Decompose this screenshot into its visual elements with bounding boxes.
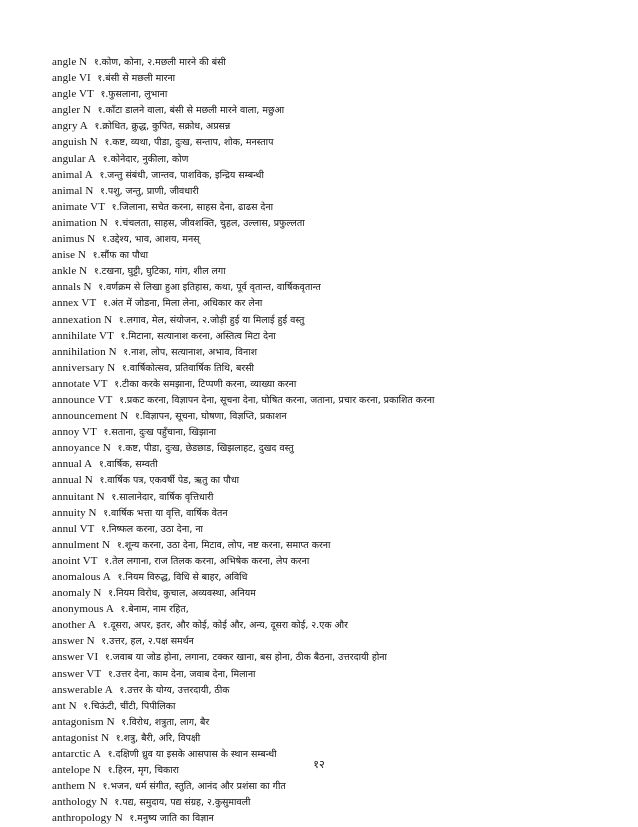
entry-headword: angular A xyxy=(52,152,96,165)
dictionary-entry xyxy=(52,215,612,231)
entry-gloss: १.वर्णक्रम से लिखा हुआ इतिहास, कथा, पूर्व वृतान्त, वार्षिकवृतान्त xyxy=(98,282,321,294)
entry-gloss: १.जवाब या जोड होना, लगाना, टक्कर खाना, बस होना, ठीक बैठना, उत्तरदायी होना xyxy=(104,652,387,664)
entry-headword: angry A xyxy=(52,120,88,133)
entry-gloss: १.नियम विरुद्ध, विधि से बाहर, अविधि xyxy=(117,572,248,583)
entry-gloss: १.क्रोधित, क्रुद्ध, कुपित, सक्रोध, अप्रसन्न xyxy=(94,121,231,133)
dictionary-entry xyxy=(52,54,612,70)
entry-gloss: १.मिटाना, सत्यानाश करना, अस्तित्व मिटा देना xyxy=(120,330,276,342)
dictionary-entry xyxy=(52,633,612,649)
entry-gloss: १.उत्तर, हल, २.पक्ष समर्थन xyxy=(101,636,194,648)
entry-gloss: १.सताना, दुःख पहुँचाना, खिझाना xyxy=(103,427,217,439)
dictionary-entry xyxy=(52,585,612,601)
entry-gloss: १.वार्षिक पत्र, एकवर्षी पेड, ऋतु का पौधा xyxy=(99,475,240,487)
entry-headword: annoyance N xyxy=(52,442,111,455)
entry-gloss: १.सालानेदार, वार्षिक वृत्तिधारी xyxy=(111,491,214,503)
entry-headword: angle N xyxy=(52,56,88,68)
entry-headword: anthology N xyxy=(52,796,108,809)
entry-headword: anniversary N xyxy=(52,361,116,374)
dictionary-entry xyxy=(52,682,612,698)
entry-headword: answerable A xyxy=(52,683,113,696)
entry-gloss: १.नाश, लोप, सत्यानाश, अभाव, विनाश xyxy=(123,346,258,358)
entry-headword: annihilate VT xyxy=(52,329,114,342)
entry-headword: annexation N xyxy=(52,313,113,326)
dictionary-entry xyxy=(52,376,612,392)
dictionary-entry xyxy=(52,70,612,86)
entry-headword: anguish N xyxy=(52,136,98,149)
entry-gloss: १.वार्षिक भत्ता या वृत्ति, वार्षिक वेतन xyxy=(103,507,228,519)
entry-headword: anomalous A xyxy=(52,571,111,583)
dictionary-entry xyxy=(52,456,612,472)
entry-gloss: १.बंसी से मछली मारना xyxy=(97,73,176,85)
dictionary-entry xyxy=(52,521,612,537)
entry-headword: annihilation N xyxy=(52,345,117,358)
entry-headword: angle VI xyxy=(52,72,91,85)
dictionary-entry xyxy=(52,247,612,263)
entry-gloss: १.पशु, जन्तु, प्राणी, जीवधारी xyxy=(100,185,199,197)
entry-gloss: १.कोण, कोना, २.मछली मारने की बंसी xyxy=(93,57,226,68)
dictionary-entry xyxy=(52,472,612,488)
entry-headword: answer VT xyxy=(52,667,102,680)
dictionary-entry xyxy=(52,424,612,440)
entry-headword: another A xyxy=(52,619,96,632)
dictionary-entry xyxy=(52,295,612,311)
entry-headword: answer N xyxy=(52,635,95,648)
entry-gloss: १.वार्षिक, सम्वती xyxy=(98,459,158,471)
entry-gloss: १.दक्षिणी ध्रुव या इसके आसपास के स्थान सम्बन्धी xyxy=(107,749,277,761)
entry-gloss: १.वार्षिकोत्सव, प्रतिवार्षिक तिथि, बरसी xyxy=(121,362,254,374)
entry-headword: anise N xyxy=(52,249,86,262)
entry-gloss: १.पद्य, समुदाय, पद्य संग्रह, २.कुसुमावली xyxy=(114,797,251,809)
dictionary-entry xyxy=(52,666,612,682)
entry-headword: anomaly N xyxy=(52,587,102,600)
entry-gloss: १.उत्तर के योग्य, उत्तरदायी, ठीक xyxy=(119,684,230,696)
entry-gloss: १.अंत में जोडना, मिला लेना, अधिकार कर लेना xyxy=(102,298,263,310)
dictionary-entry xyxy=(52,86,612,102)
entry-headword: announce VT xyxy=(52,393,113,406)
dictionary-entry xyxy=(52,263,612,279)
entry-gloss: १.उत्तर देना, काम देना, जवाब देना, मिलाना xyxy=(107,668,256,680)
dictionary-entry xyxy=(52,649,612,665)
entry-headword: anoint VT xyxy=(52,554,98,567)
entry-gloss: १.जन्तु संबंधी, जान्तव, पाशविक, इन्द्रिय सम्बन्धी xyxy=(99,169,264,181)
entry-headword: annulment N xyxy=(52,538,111,551)
dictionary-entry xyxy=(52,183,612,199)
dictionary-entry xyxy=(52,102,612,118)
entry-headword: annals N xyxy=(52,281,92,294)
dictionary-entry xyxy=(52,408,612,424)
entry-headword: antelope N xyxy=(52,764,101,777)
entry-headword: animal A xyxy=(52,168,93,181)
dictionary-entry xyxy=(52,360,612,376)
dictionary-entry xyxy=(52,730,612,746)
entry-gloss: १.काँटा डालने वाला, बंसी से मछली मारने वाला, मछुआ xyxy=(97,105,285,117)
dictionary-entry xyxy=(52,231,612,247)
dictionary-entry xyxy=(52,344,612,360)
entry-gloss: १.भजन, धर्म संगीत, स्तुति, आनंद और प्रशंसा का गीत xyxy=(102,781,286,793)
dictionary-entry xyxy=(52,167,612,183)
entry-gloss: १.सौंफ का पौधा xyxy=(92,250,148,262)
entry-gloss: १.कोनेदार, नुकीला, कोण xyxy=(102,153,189,165)
entry-headword: annex VT xyxy=(52,297,97,310)
entry-gloss: १.दूसरा, अपर, इतर, और कोई, कोई और, अन्य, दूसरा कोई, २.एक और xyxy=(102,620,348,632)
dictionary-entry xyxy=(52,134,612,150)
entry-headword: antagonist N xyxy=(52,731,110,744)
entry-headword: annul VT xyxy=(52,522,95,535)
entry-headword: ant N xyxy=(52,699,77,712)
entry-gloss: १.तेल लगाना, राज तिलक करना, अभिषेक करना, लेप करना xyxy=(104,555,310,567)
entry-headword: anthem N xyxy=(52,780,96,793)
dictionary-entry xyxy=(52,440,612,456)
entry-headword: antarctic A xyxy=(52,748,102,761)
entry-headword: annual N xyxy=(52,474,93,487)
entry-gloss: १.विज्ञापन, सूचना, घोषणा, विज्ञप्ति, प्रकाशन xyxy=(134,411,287,423)
dictionary-entry xyxy=(52,279,612,295)
entry-list xyxy=(52,54,612,827)
entry-headword: annuitant N xyxy=(52,490,105,503)
entry-headword: anonymous A xyxy=(52,603,114,616)
entry-gloss: १.हिरन, मृग, चिकारा xyxy=(107,765,179,777)
dictionary-entry xyxy=(52,199,612,215)
entry-gloss: १.शून्य करना, उठा देना, मिटाव, लोप, नष्ट करना, समाप्त करना xyxy=(116,539,331,551)
entry-headword: antagonism N xyxy=(52,715,115,728)
dictionary-entry xyxy=(52,151,612,167)
entry-gloss: १.कष्ट, व्यथा, पीडा, दुःख, सन्ताप, शोक, मनस्ताप xyxy=(104,137,274,149)
page-number: १२ xyxy=(313,758,325,771)
dictionary-entry xyxy=(52,617,612,633)
entry-headword: ankle N xyxy=(52,265,88,278)
entry-gloss: १.चंचलता, साहस, जीवशक्ति, चुहल, उल्लास, प्रफुल्लता xyxy=(114,217,305,229)
entry-headword: animal N xyxy=(52,184,94,197)
entry-gloss: १.नियम विरोध, कुचाल, अव्यवस्था, अनियम xyxy=(108,588,256,600)
dictionary-entry xyxy=(52,537,612,553)
entry-gloss: १.मनुष्य जाति का विज्ञान xyxy=(129,813,214,825)
entry-gloss: १.टखना, घुट्टी, घुटिका, गांग, शील लगा xyxy=(93,266,226,278)
entry-gloss: १.प्रकट करना, विज्ञापन देना, सूचना देना, घोषित करना, जताना, प्रचार करना, प्रकाशित करना xyxy=(119,394,435,406)
entry-headword: answer VI xyxy=(52,651,99,664)
dictionary-entry xyxy=(52,698,612,714)
dictionary-entry xyxy=(52,601,612,617)
dictionary-entry xyxy=(52,118,612,134)
dictionary-entry xyxy=(52,505,612,521)
entry-headword: animation N xyxy=(52,216,108,229)
entry-gloss: १.कष्ट, पीडा, दुःख, छेडछाड, खिझलाहट, दुखद वस्तु xyxy=(117,443,294,455)
entry-headword: annoy VT xyxy=(52,426,97,439)
dictionary-entry xyxy=(52,778,612,794)
dictionary-entry xyxy=(52,794,612,810)
entry-headword: angler N xyxy=(52,104,91,117)
dictionary-entry xyxy=(52,569,612,585)
entry-gloss: १.जिलाना, सचेत करना, साहस देना, ढाढस देना xyxy=(111,201,274,213)
entry-gloss: १.विरोध, शत्रुता, लाग, बैर xyxy=(121,716,210,728)
entry-headword: annotate VT xyxy=(52,377,108,390)
dictionary-entry xyxy=(52,810,612,826)
entry-gloss: १.चिऊंटी, चींटी, पिपीलिका xyxy=(83,700,176,712)
entry-gloss: १.शत्रु, बैरी, अरि, विपक्षी xyxy=(115,732,201,744)
entry-gloss: १.फुसलाना, लुभाना xyxy=(100,89,168,101)
entry-headword: annual A xyxy=(52,458,93,471)
entry-headword: angle VT xyxy=(52,88,94,101)
entry-headword: animus N xyxy=(52,233,96,246)
dictionary-entry xyxy=(52,392,612,408)
entry-gloss: १.लगाव, मेल, संयोजन, २.जोड़ी हुई या मिलाई हुई वस्तु xyxy=(118,314,305,326)
entry-gloss: १.बेनाम, नाम रहित, xyxy=(120,604,189,616)
entry-gloss: १.निष्फल करना, उठा देना, ना xyxy=(101,523,203,535)
dictionary-entry xyxy=(52,553,612,569)
entry-gloss: १.टीका करके समझाना, टिप्पणी करना, व्याख्या करना xyxy=(114,378,297,390)
entry-headword: announcement N xyxy=(52,410,129,423)
entry-headword: animate VT xyxy=(52,200,106,213)
entry-gloss: १.उद्देश्य, भाव, आशय, मनस् xyxy=(101,234,200,246)
entry-headword: annuity N xyxy=(52,506,97,519)
dictionary-entry xyxy=(52,328,612,344)
dictionary-entry xyxy=(52,714,612,730)
entry-headword: anthropology N xyxy=(52,812,123,825)
dictionary-entry xyxy=(52,489,612,505)
dictionary-entry xyxy=(52,312,612,328)
